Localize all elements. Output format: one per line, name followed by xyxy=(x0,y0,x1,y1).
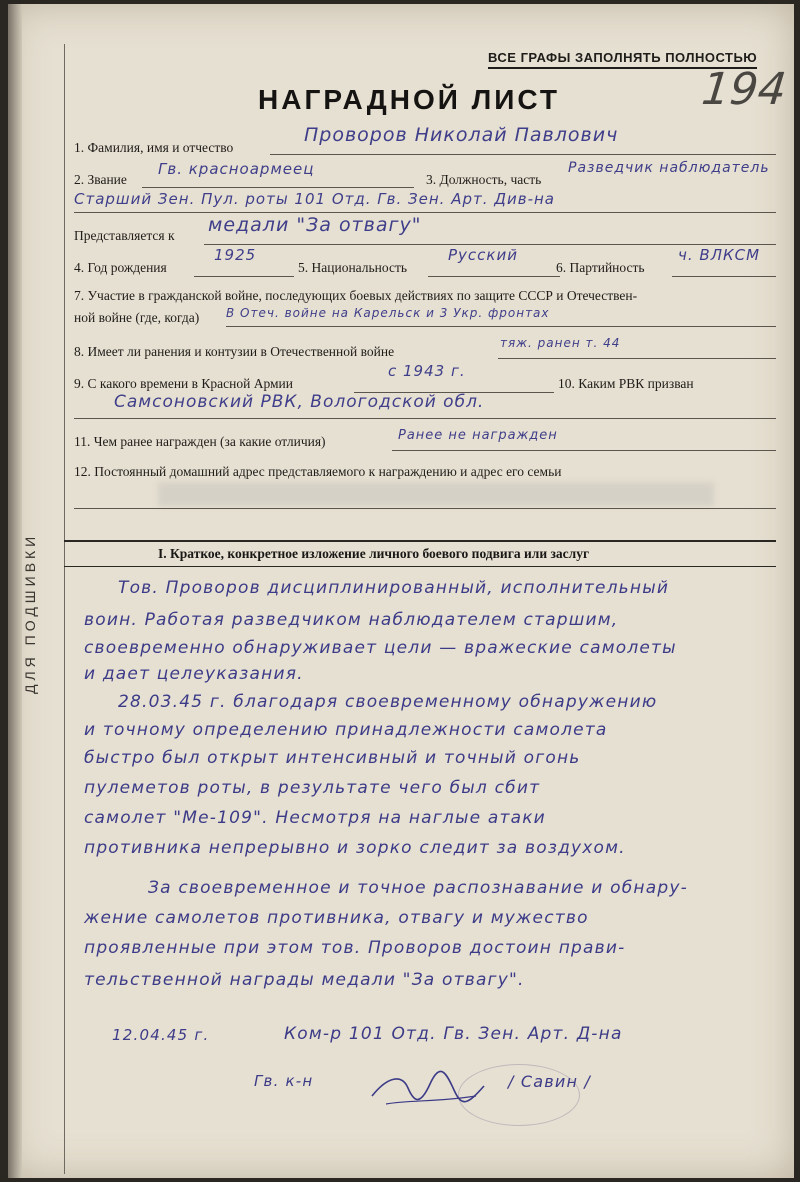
field-3-rule xyxy=(74,212,776,213)
field-4-rule xyxy=(194,276,294,277)
award-sheet xyxy=(8,4,794,1178)
field-1-label: 1. Фамилия, имя и отчество xyxy=(74,140,234,155)
field-2-value: Гв. красноармеец xyxy=(158,160,315,178)
field-9-value: с 1943 г. xyxy=(388,362,466,380)
field-3-value-line2: Старший Зен. Пул. роты 101 Отд. Гв. Зен. Арт. Див-на xyxy=(74,190,555,208)
narrative-line: Тов. Проворов дисциплинированный, исполнительный xyxy=(118,578,670,598)
margin-line xyxy=(64,44,65,1174)
narrative-line: тельственной награды медали "За отвагу". xyxy=(84,970,525,990)
signoff-date: 12.04.45 г. xyxy=(112,1026,210,1044)
field-9-label: 9. С какого времени в Красной Армии xyxy=(74,376,293,391)
margin-label: ДЛЯ ПОДШИВКИ xyxy=(22,532,38,694)
narrative-line: быстро был открыт интенсивный и точный огонь xyxy=(84,748,581,768)
field-2-label: 2. Звание xyxy=(74,172,127,187)
field-5-label: 5. Национальность xyxy=(298,260,408,275)
narrative-line: За своевременное и точное распознавание и обнару- xyxy=(148,878,688,898)
section-top-rule xyxy=(64,540,776,542)
field-12-rule xyxy=(74,508,776,509)
signoff-name: / Савин / xyxy=(508,1072,592,1091)
field-7-rule xyxy=(226,326,776,327)
field-11-rule xyxy=(392,450,776,451)
field-10-value: Самсоновский РВК, Вологодской обл. xyxy=(114,392,485,412)
narrative-line: пулеметов роты, в результате чего был сбит xyxy=(84,778,541,798)
narrative-line: 28.03.45 г. благодаря своевременному обнаружению xyxy=(118,692,658,712)
signoff-commander: Ком-р 101 Отд. Гв. Зен. Арт. Д-на xyxy=(284,1024,623,1044)
field-7-label-2: ной войне (где, когда) xyxy=(74,310,200,325)
signoff-rank: Гв. к-н xyxy=(254,1072,314,1090)
field-6-rule xyxy=(672,276,776,277)
field-2-rule xyxy=(142,187,414,188)
field-1-value: Проворов Николай Павлович xyxy=(304,124,619,146)
field-5-value: Русский xyxy=(448,246,518,264)
fill-instruction: ВСЕ ГРАФЫ ЗАПОЛНЯТЬ ПОЛНОСТЬЮ xyxy=(488,50,757,69)
redacted-address xyxy=(158,482,714,506)
field-8-value: тяж. ранен т. 44 xyxy=(500,336,621,350)
field-3-label: 3. Должность, часть xyxy=(426,172,542,187)
presented-label: Представляется к xyxy=(74,228,175,243)
field-7-value: В Отеч. войне на Карельск и 3 Укр. фронтах xyxy=(226,306,550,320)
field-3-value: Разведчик наблюдатель xyxy=(568,160,770,176)
narrative-line: и дает целеуказания. xyxy=(84,664,304,684)
field-6-label: 6. Партийность xyxy=(556,260,645,275)
field-10-label: 10. Каким РВК призван xyxy=(558,376,694,391)
field-8-label: 8. Имеет ли ранения и контузии в Отечественной войне xyxy=(74,344,395,359)
presented-rule xyxy=(204,244,776,245)
binding-edge xyxy=(8,4,22,1178)
field-11-value: Ранее не награжден xyxy=(398,428,558,443)
field-4-value: 1925 xyxy=(214,246,257,264)
field-10-rule xyxy=(74,418,776,419)
field-12-label: 12. Постоянный домашний адрес представляемого к награждению и адрес его семьи xyxy=(74,464,562,479)
narrative-line: воин. Работая разведчиком наблюдателем старшим, xyxy=(84,610,619,630)
field-11-label: 11. Чем ранее награжден (за какие отличия) xyxy=(74,434,326,449)
presented-value: медали "За отвагу" xyxy=(208,214,422,236)
field-8-rule xyxy=(498,358,776,359)
narrative-line: противника непрерывно и зорко следит за воздухом. xyxy=(84,838,626,858)
signature xyxy=(368,1066,488,1116)
section-heading: I. Краткое, конкретное изложение личного боевого подвига или заслуг xyxy=(158,546,590,561)
field-1-rule xyxy=(270,154,776,155)
field-5-rule xyxy=(428,276,560,277)
narrative-line: своевременно обнаруживает цели — вражеские самолеты xyxy=(84,638,677,658)
section-bottom-rule xyxy=(64,566,776,567)
narrative-line: проявленные при этом тов. Проворов достоин прави- xyxy=(84,938,626,958)
narrative-line: самолет "Ме-109". Несмотря на наглые атаки xyxy=(84,808,546,828)
field-6-value: ч. ВЛКСМ xyxy=(678,246,761,264)
narrative-line: жение самолетов противника, отвагу и мужество xyxy=(84,908,589,928)
page-number: 194 xyxy=(699,64,789,115)
page-title: НАГРАДНОЙ ЛИСТ xyxy=(258,84,561,115)
narrative-line: и точному определению принадлежности самолета xyxy=(84,720,608,740)
field-7-label: 7. Участие в гражданской войне, последующих боевых действиях по защите СССР и Отечествен- xyxy=(74,288,638,303)
field-4-label: 4. Год рождения xyxy=(74,260,167,275)
